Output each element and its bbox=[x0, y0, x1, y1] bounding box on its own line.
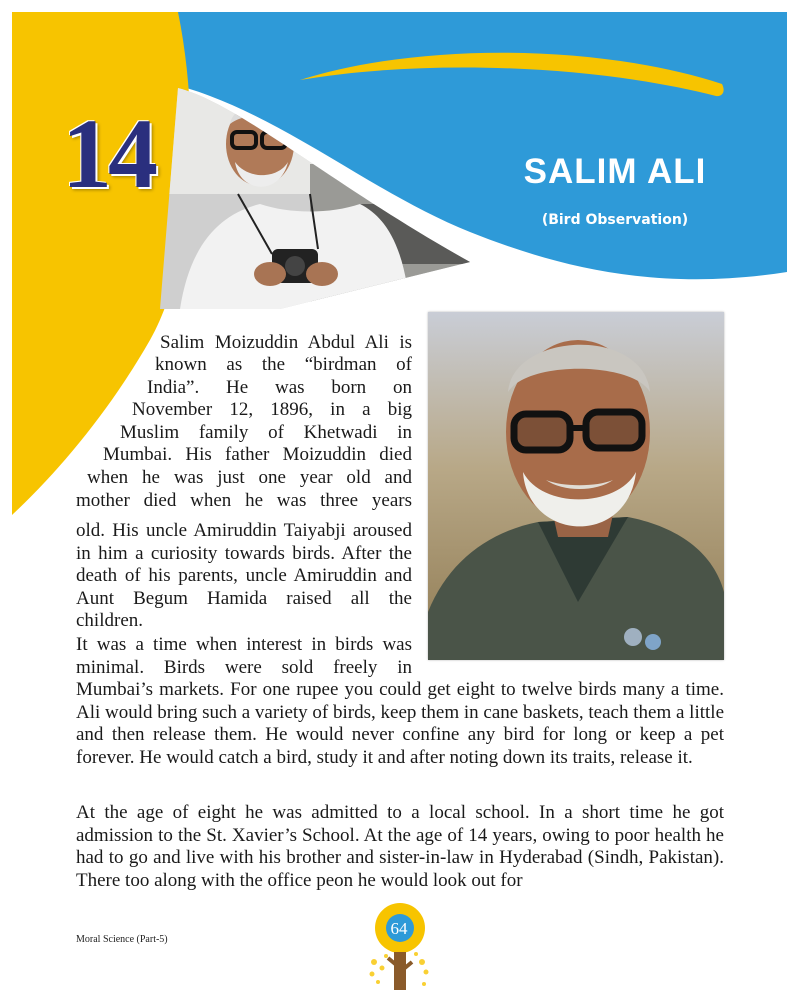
para1-line-3: India”. He was born on bbox=[147, 377, 412, 398]
para1-line-4: November 12, 1896, in a big bbox=[132, 399, 412, 420]
portrait-wrap-spacer bbox=[412, 634, 724, 664]
page-number-badge bbox=[366, 902, 434, 994]
lesson-subtitle: (Bird Observation) bbox=[541, 212, 689, 228]
paragraph-2 bbox=[76, 634, 724, 770]
para1-line-5: Muslim family of Khetwadi in bbox=[120, 422, 412, 443]
para1-line-1: Salim Moizuddin Abdul Ali is bbox=[160, 332, 412, 353]
lesson-title: SALIM ALI bbox=[523, 152, 707, 191]
para1-continuation: old. His uncle Amiruddin Taiyabji aroused in him a curiosity towards birds. After the death of his parents, uncle Amiruddin and Aunt Begum Hamida raised all the children. bbox=[76, 520, 412, 632]
para1-line-8: mother died when he was three years bbox=[76, 490, 412, 511]
paragraph-2-text: It was a time when interest in birds was minimal. Birds were sold freely in Mumbai’s markets. For one rupee you could get eight to twelve birds many a time. Ali would bring such a variety of birds, keep them in cane baskets, teach them a little and then release them. He would never confine any bird for long or keep a pet forever. He would catch a bird, study it and after noting down its traits, release it. bbox=[76, 634, 724, 768]
para1-line-7: when he was just one year old and bbox=[87, 467, 412, 488]
header-photo-salim-ali bbox=[160, 84, 470, 309]
footer-book-title: Moral Science (Part-5) bbox=[76, 934, 168, 945]
para1-line-2: known as the “birdman of bbox=[155, 354, 412, 375]
chapter-number: 14 bbox=[62, 98, 154, 209]
paragraph-3: At the age of eight he was admitted to a local school. In a short time he got admission to the St. Xavier’s School. At the age of 14 years, owing to poor health he had to go and live with his brother and sister-in-law in Hyderabad (Sindh, Pakistan). There too along with the office peon he would look out for bbox=[76, 802, 724, 891]
portrait-photo-salim-ali bbox=[428, 312, 724, 660]
para1-line-6: Mumbai. His father Moizuddin died bbox=[103, 444, 412, 465]
page-number: 64 bbox=[390, 919, 408, 938]
